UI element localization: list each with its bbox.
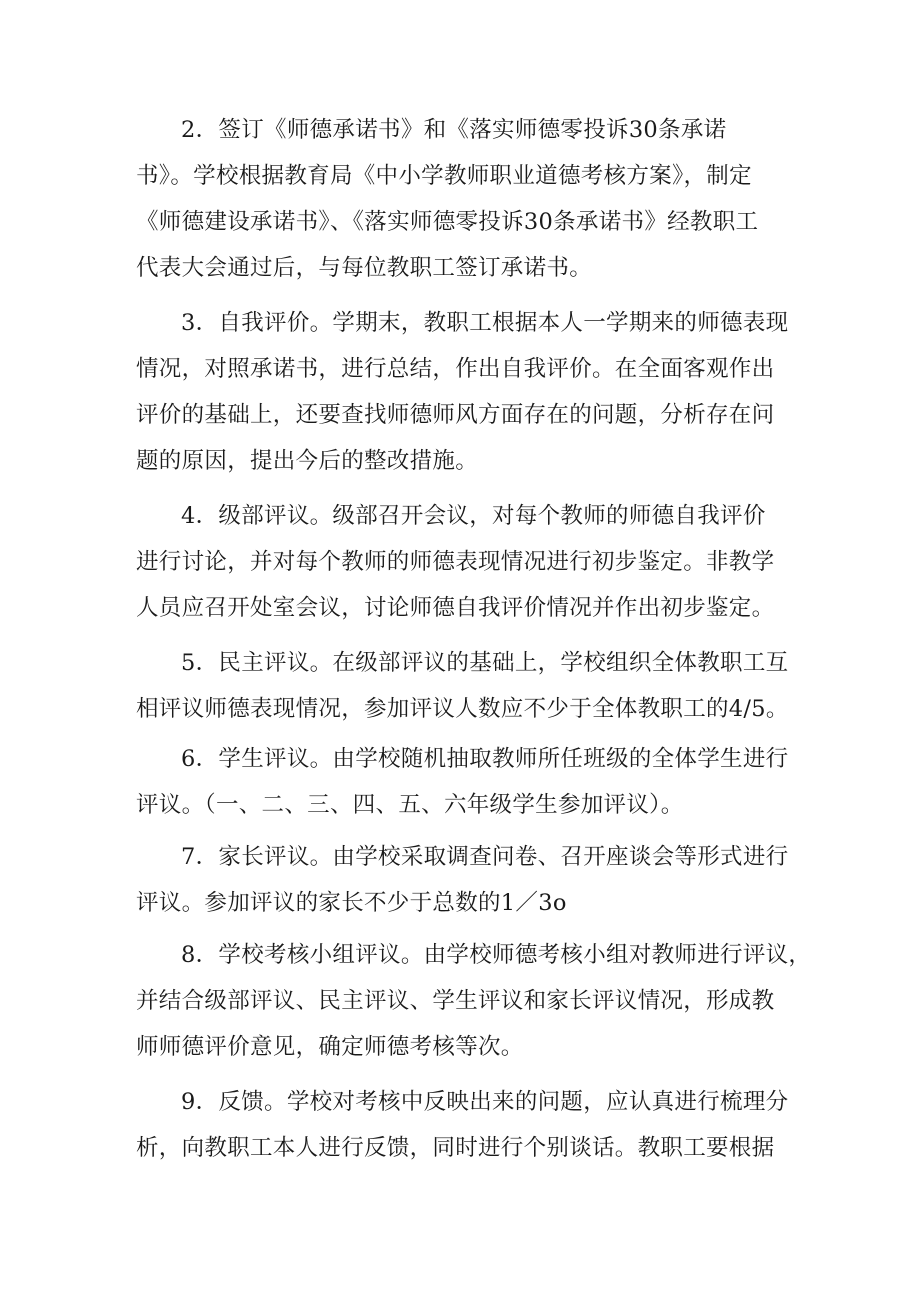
paragraph-7-line-2: 评议。参加评议的家长不少于总数的1／3o (136, 890, 567, 916)
paragraph-4-line-2: 进行讨论，并对每个教师的师德表现情况进行初步鉴定。非教学 (136, 549, 775, 575)
paragraph-2-line-2: 书》。学校根据教育局《中小学教师职业道德考核方案》，制定 (136, 163, 752, 189)
paragraph-7-line-1: 7．家长评议。由学校采取调查问卷、召开座谈会等形式进行 (181, 844, 789, 870)
paragraph-6-line-1: 6．学生评议。由学校随机抽取教师所任班级的全体学生进行 (181, 746, 789, 772)
paragraph-3-line-4: 题的原因，提出今后的整改措施。 (136, 448, 479, 474)
paragraph-5-line-1: 5．民主评议。在级部评议的基础上，学校组织全体教职工互 (181, 650, 789, 676)
paragraph-8-line-2: 并结合级部评议、民主评议、学生评议和家长评议情况，形成教 (136, 988, 775, 1014)
paragraph-3-line-2: 情况，对照承诺书，进行总结，作出自我评价。在全面客观作出 (136, 356, 775, 382)
paragraph-6-line-2: 评议。（一、二、三、四、五、六年级学生参加评议）。 (136, 792, 684, 818)
paragraph-5-line-2: 相评议师德表现情况，参加评议人数应不少于全体教职工的4/5。 (136, 696, 789, 722)
paragraph-4-line-3: 人员应召开处室会议，讨论师德自我评价情况并作出初步鉴定。 (136, 595, 775, 621)
paragraph-8-line-1: 8．学校考核小组评议。由学校师德考核小组对教师进行评议， (181, 942, 812, 968)
paragraph-3-line-3: 评价的基础上，还要查找师德师风方面存在的问题，分析存在问 (136, 402, 775, 428)
paragraph-2-line-1: 2．签订《师德承诺书》和《落实师德零投诉30条承诺 (181, 117, 727, 143)
paragraph-2-line-3: 《师德建设承诺书》、《落实师德零投诉30条承诺书》经教职工 (136, 209, 759, 235)
paragraph-4-line-1: 4．级部评议。级部召开会议，对每个教师的师德自我评价 (181, 503, 766, 529)
paragraph-8-line-3: 师师德评价意见，确定师德考核等次。 (136, 1034, 524, 1060)
paragraph-2-line-4: 代表大会通过后，与每位教职工签订承诺书。 (136, 255, 593, 281)
paragraph-9-line-2: 析，向教职工本人进行反馈，同时进行个别谈话。教职工要根据 (136, 1135, 775, 1161)
paragraph-9-line-1: 9．反馈。学校对考核中反映出来的问题，应认真进行梳理分 (181, 1089, 789, 1115)
paragraph-3-line-1: 3．自我评价。学期末，教职工根据本人一学期来的师德表现 (181, 310, 789, 336)
